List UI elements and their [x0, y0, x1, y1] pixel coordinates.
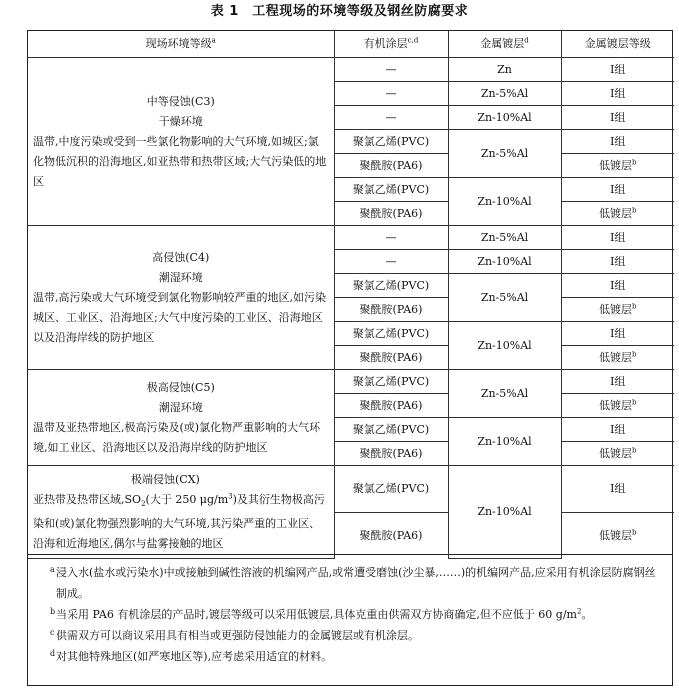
table-cell: Ⅰ组 [561, 322, 674, 346]
table-cell: Ⅰ组 [561, 82, 674, 106]
header-grade: 金属镀层等级 [561, 31, 674, 58]
table-cell: Zn-10%Al [448, 106, 561, 130]
table-cell: 聚酰胺(PA6) [334, 202, 448, 226]
table-cell: 聚氯乙烯(PVC) [334, 322, 448, 346]
table-cell: 聚酰胺(PA6) [334, 512, 448, 558]
table-cell: 低镀层$^b$ [561, 202, 674, 226]
table-cell: 聚氯乙烯(PVC) [334, 130, 448, 154]
header-metal: 金属镀层$^d$ [448, 31, 561, 58]
environment-table [27, 30, 673, 555]
table-cell: 聚氯乙烯(PVC) [334, 466, 448, 513]
table-cell: 聚酰胺(PA6) [334, 394, 448, 418]
table-cell: Zn-5%Al [448, 226, 561, 250]
env-cell-c5: 极高侵蚀(C5) 潮湿环境 温带及亚热带地区,极高污染及(或)氯化物严重影响的大气环境,如工业区、沿海地区以及沿海岸线的防护地区 [28, 370, 334, 466]
table-cell: Ⅰ组 [561, 418, 674, 442]
env-cell-c3: 中等侵蚀(C3) 干燥环境 温带,中度污染或受到一些氯化物影响的大气环境,如城区;氯化物低沉积的沿海地区,如亚热带和热带区域;大气污染低的地区 [28, 58, 334, 226]
table-cell: Zn-10%Al [448, 322, 561, 370]
table-cell: 聚酰胺(PA6) [334, 154, 448, 178]
table-cell: Ⅰ组 [561, 466, 674, 513]
table-cell: 聚酰胺(PA6) [334, 442, 448, 466]
table-cell: Ⅰ组 [561, 106, 674, 130]
table-cell: — [334, 58, 448, 82]
table-cell: 低镀层$^b$ [561, 346, 674, 370]
table-cell: 低镀层$^b$ [561, 154, 674, 178]
note-d: d 对其他特殊地区(如严寒地区等),应考虑采用适宜的材料。 [50, 649, 333, 663]
table-cell: 聚氯乙烯(PVC) [334, 274, 448, 298]
table-cell: Zn [448, 58, 561, 82]
table-cell: Ⅰ组 [561, 178, 674, 202]
env-cell-c4: 高侵蚀(C4) 潮湿环境 温带,高污染或大气环境受到氯化物影响较严重的地区,如污染城区、工业区、沿海地区;大气中度污染的工业区、沿海地区以及沿海岸线的防护地区 [28, 226, 334, 370]
note-b: b 当采用 PA6 有机涂层的产品时,镀层等级可以采用低镀层,具体克重由供需双方协商确定,但不应低于 60 $g/m^2$。 [50, 607, 593, 621]
table-row [28, 58, 674, 82]
table-cell: Zn-10%Al [448, 250, 561, 274]
table-cell: 聚酰胺(PA6) [334, 298, 448, 322]
table-cell: Zn-5%Al [448, 130, 561, 178]
table-cell: 低镀层$^b$ [561, 442, 674, 466]
table-notes [27, 555, 673, 686]
table-cell: — [334, 226, 448, 250]
table-cell: Zn-5%Al [448, 82, 561, 106]
table-cell: Ⅰ组 [561, 226, 674, 250]
table-cell: Zn-10%Al [448, 178, 561, 226]
note-c: c 供需双方可以商议采用具有相当或更强防侵蚀能力的金属镀层或有机涂层。 [50, 628, 419, 642]
table-cell: — [334, 250, 448, 274]
table-title: 表 1 工程现场的环境等级及钢丝防腐要求 [210, 4, 469, 19]
header-env: 现场环境等级$^a$ [28, 31, 334, 58]
table-cell: — [334, 82, 448, 106]
table-row [28, 226, 674, 250]
table-row [28, 370, 674, 394]
table-cell: Ⅰ组 [561, 58, 674, 82]
env-cell-cx: 极端侵蚀(CX) 亚热带及热带区域$,SO_2$(大于 250 $\mu g/m^3$)及其衍生物极高污染和(或)氯化物强烈影响的大气环境,其污染严重的工业区、沿海和近海地区,偶尔与盐雾接触的地区 [28, 466, 334, 559]
note-a: a 浸入水(盐水或污染水)中或接触到碱性溶液的机编网产品,或常遭受磨蚀(沙尘暴,……)的机编网产品,应采用有机涂层防腐钢丝制成。 [50, 565, 656, 600]
header-row [28, 31, 674, 58]
table-cell: 低镀层$^b$ [561, 394, 674, 418]
table-row [28, 466, 674, 513]
table-cell: 聚氯乙烯(PVC) [334, 418, 448, 442]
header-coating: 有机涂层$^{c,d}$ [334, 31, 448, 58]
table-cell: Ⅰ组 [561, 130, 674, 154]
table-cell: Zn-10%Al [448, 418, 561, 466]
table-cell: Ⅰ组 [561, 274, 674, 298]
table-cell: 聚氯乙烯(PVC) [334, 178, 448, 202]
table-cell: Zn-5%Al [448, 370, 561, 418]
table-cell: 低镀层$^b$ [561, 512, 674, 558]
table-cell: Zn-5%Al [448, 274, 561, 322]
table-cell: — [334, 106, 448, 130]
table-cell: 聚酰胺(PA6) [334, 346, 448, 370]
table-cell: Zn-10%Al [448, 466, 561, 559]
table-cell: Ⅰ组 [561, 370, 674, 394]
table-cell: Ⅰ组 [561, 250, 674, 274]
table-cell: 聚氯乙烯(PVC) [334, 370, 448, 394]
table-cell: 低镀层$^b$ [561, 298, 674, 322]
